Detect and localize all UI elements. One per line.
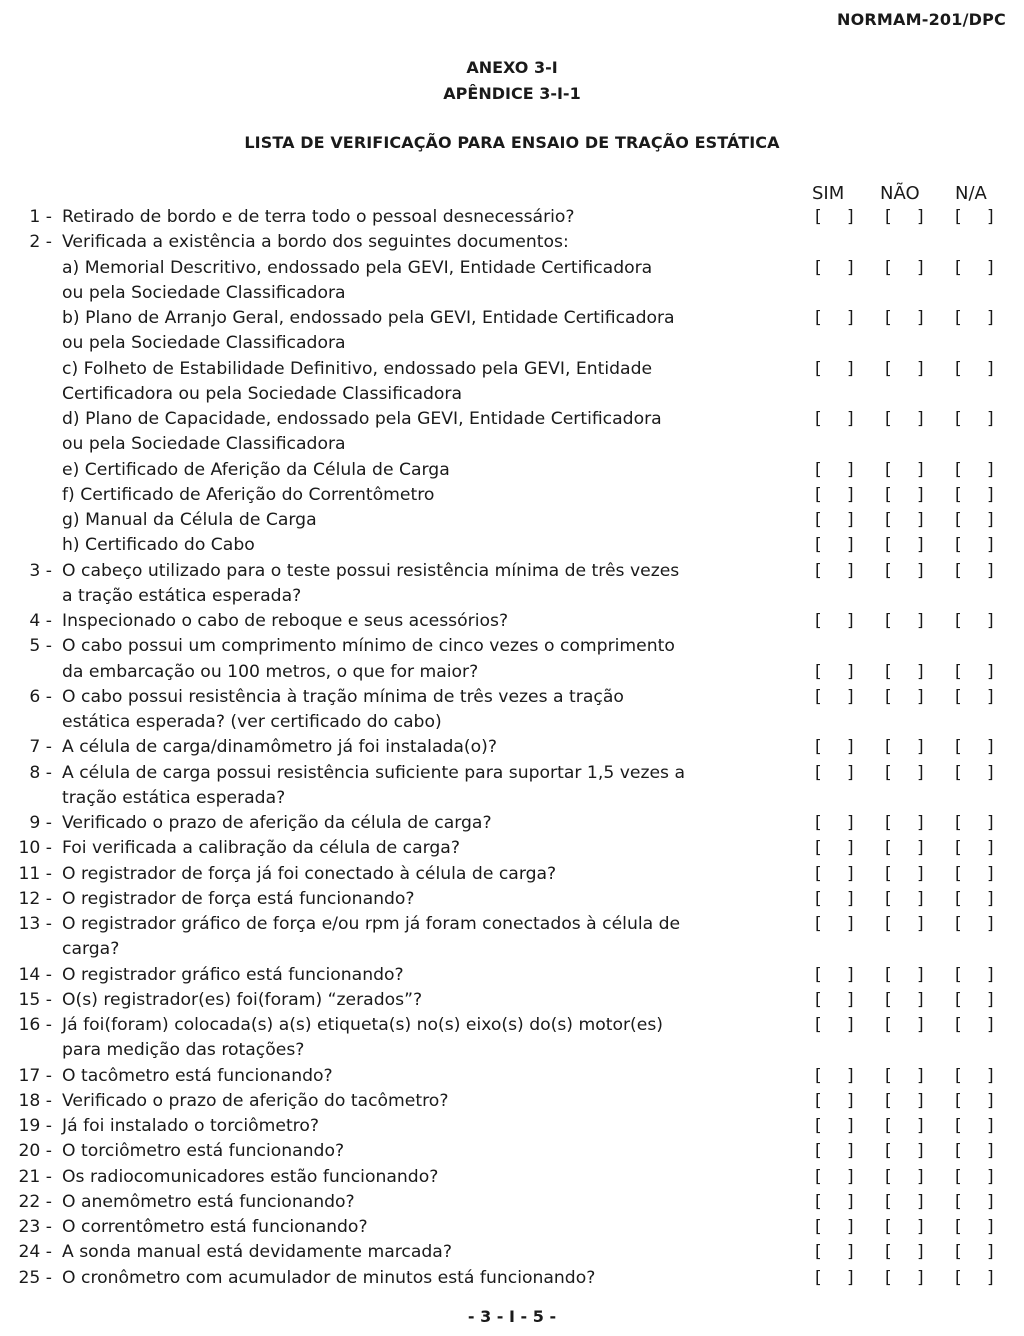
checklist-row <box>0 432 1024 457</box>
checkbox-na[interactable]: [ ] <box>955 1217 1004 1237</box>
checkbox-na[interactable]: [ ] <box>955 964 1004 985</box>
checkbox-na[interactable]: [ ] <box>955 1116 1004 1136</box>
checkbox-sim[interactable]: [ ] <box>815 358 864 379</box>
checkbox-nao[interactable]: [ ] <box>885 686 934 707</box>
checklist-row <box>0 988 1024 1013</box>
annex-title: ANEXO 3-I <box>466 58 558 77</box>
checklist-row <box>0 1139 1024 1164</box>
page-number: - 3 - I - 5 - <box>467 1307 557 1326</box>
checklist-row <box>0 609 1024 634</box>
checklist-row <box>0 458 1024 483</box>
item-text: ou pela Sociedade Classificadora <box>62 434 346 455</box>
checkbox-na[interactable]: [ ] <box>955 989 1004 1010</box>
checkbox-na[interactable]: [ ] <box>955 484 1004 505</box>
checkbox-nao[interactable]: [ ] <box>885 1116 934 1136</box>
checklist-row <box>0 331 1024 356</box>
checkbox-nao[interactable]: [ ] <box>885 1217 934 1237</box>
item-number: 16 - <box>18 1015 52 1035</box>
checklist-row <box>0 281 1024 306</box>
item-number: 25 - <box>18 1267 52 1288</box>
checklist-row <box>0 508 1024 533</box>
checkbox-sim[interactable]: [ ] <box>815 813 864 833</box>
item-text: Inspecionado o cabo de reboque e seus acessórios? <box>62 611 509 631</box>
checkbox-na[interactable]: [ ] <box>955 560 1004 581</box>
item-number: 4 - <box>29 611 52 631</box>
checklist-row <box>0 862 1024 887</box>
checklist-row <box>0 1064 1024 1089</box>
checklist-row <box>0 407 1024 432</box>
item-text: Já foi(foram) colocada(s) a(s) etiqueta(s) no(s) eixo(s) do(s) motor(es) <box>62 1015 663 1035</box>
item-number: 23 - <box>18 1217 52 1237</box>
checkbox-nao[interactable]: [ ] <box>885 964 934 985</box>
item-text: A célula de carga possui resistência suficiente para suportar 1,5 vezes a <box>62 762 686 783</box>
checkbox-na[interactable]: [ ] <box>955 611 1004 631</box>
checklist-row <box>0 533 1024 558</box>
checkbox-nao[interactable]: [ ] <box>885 409 934 429</box>
checklist-row <box>0 1089 1024 1114</box>
item-text: O(s) registrador(es) foi(foram) “zerados”? <box>62 989 423 1010</box>
checkbox-sim[interactable]: [ ] <box>815 257 864 278</box>
item-text: a) Memorial Descritivo, endossado pela GEVI, Entidade Certificadora <box>62 257 653 278</box>
checkbox-na[interactable]: [ ] <box>955 737 1004 758</box>
checklist-row <box>0 761 1024 786</box>
item-number: 20 - <box>18 1141 52 1162</box>
checklist-row <box>0 1013 1024 1038</box>
checkbox-na[interactable]: [ ] <box>955 1141 1004 1162</box>
item-text: O cabo possui resistência à tração mínima de três vezes a tração <box>62 686 624 707</box>
checkbox-nao[interactable]: [ ] <box>885 308 934 328</box>
checkbox-na[interactable]: [ ] <box>955 1191 1004 1212</box>
item-number: 24 - <box>18 1242 52 1263</box>
checkbox-nao[interactable]: [ ] <box>885 989 934 1010</box>
item-text: Verificado o prazo de aferição do tacômetro? <box>62 1090 449 1111</box>
checklist-row <box>0 634 1024 659</box>
checkbox-nao[interactable]: [ ] <box>885 510 934 530</box>
item-text: g) Manual da Célula de Carga <box>62 510 317 530</box>
checklist-row <box>0 710 1024 735</box>
checklist-row <box>0 1190 1024 1215</box>
checkbox-na[interactable]: [ ] <box>955 308 1004 328</box>
checkbox-nao[interactable]: [ ] <box>885 838 934 859</box>
checkbox-na[interactable]: [ ] <box>955 409 1004 429</box>
item-text: O registrador gráfico está funcionando? <box>62 964 404 985</box>
checkbox-sim[interactable]: [ ] <box>815 409 864 429</box>
checkbox-sim[interactable]: [ ] <box>815 611 864 631</box>
checkbox-na[interactable]: [ ] <box>955 1267 1004 1288</box>
checklist-row <box>0 811 1024 836</box>
item-text: para medição das rotações? <box>62 1040 305 1061</box>
checkbox-nao[interactable]: [ ] <box>885 535 934 556</box>
checklist-row <box>0 483 1024 508</box>
checkbox-sim[interactable]: [ ] <box>815 1141 864 1162</box>
checkbox-nao[interactable]: [ ] <box>885 914 934 934</box>
checkbox-sim[interactable]: [ ] <box>815 989 864 1010</box>
checkbox-nao[interactable]: [ ] <box>885 863 934 884</box>
checklist-row <box>0 887 1024 912</box>
checkbox-sim[interactable]: [ ] <box>815 535 864 556</box>
item-number: 21 - <box>18 1166 52 1187</box>
checklist-row <box>0 1165 1024 1190</box>
item-text: O cabo possui um comprimento mínimo de cinco vezes o comprimento <box>62 636 675 657</box>
item-text: O correntômetro está funcionando? <box>62 1217 368 1237</box>
checkbox-sim[interactable]: [ ] <box>815 888 864 909</box>
checkbox-na[interactable]: [ ] <box>955 535 1004 556</box>
item-number: 9 - <box>29 813 52 833</box>
column-header-na: N/A <box>955 183 987 204</box>
checkbox-nao[interactable]: [ ] <box>885 888 934 909</box>
checkbox-sim[interactable]: [ ] <box>815 661 864 682</box>
checklist-row <box>0 306 1024 331</box>
checkbox-na[interactable]: [ ] <box>955 1166 1004 1187</box>
item-text: Foi verificada a calibração da célula de carga? <box>62 838 460 859</box>
checkbox-nao[interactable]: [ ] <box>885 661 934 682</box>
checkbox-na[interactable]: [ ] <box>955 207 1004 227</box>
checklist-row <box>0 382 1024 407</box>
checkbox-sim[interactable]: [ ] <box>815 737 864 758</box>
checkbox-na[interactable]: [ ] <box>955 914 1004 934</box>
item-text: b) Plano de Arranjo Geral, endossado pela GEVI, Entidade Certificadora <box>62 308 675 328</box>
checkbox-sim[interactable]: [ ] <box>815 510 864 530</box>
item-text: Verificada a existência a bordo dos seguintes documentos: <box>62 232 569 253</box>
checkbox-sim[interactable]: [ ] <box>815 762 864 783</box>
item-text: Verificado o prazo de aferição da célula de carga? <box>62 813 492 833</box>
checkbox-nao[interactable]: [ ] <box>885 762 934 783</box>
checkbox-na[interactable]: [ ] <box>955 459 1004 480</box>
checkbox-sim[interactable]: [ ] <box>815 1015 864 1035</box>
checkbox-sim[interactable]: [ ] <box>815 1191 864 1212</box>
item-text: O registrador de força está funcionando? <box>62 888 415 909</box>
checkbox-nao[interactable]: [ ] <box>885 484 934 505</box>
checkbox-nao[interactable]: [ ] <box>885 1141 934 1162</box>
column-header-nao: NÃO <box>880 183 920 204</box>
checklist-row <box>0 735 1024 760</box>
checkbox-nao[interactable]: [ ] <box>885 257 934 278</box>
checkbox-sim[interactable]: [ ] <box>815 1267 864 1288</box>
item-text: carga? <box>62 939 120 960</box>
checklist-row <box>0 1114 1024 1139</box>
item-text: A sonda manual está devidamente marcada? <box>62 1242 452 1263</box>
item-text: O anemômetro está funcionando? <box>62 1191 355 1212</box>
item-text: ou pela Sociedade Classificadora <box>62 282 346 303</box>
checklist-row <box>0 1038 1024 1063</box>
checklist-row <box>0 256 1024 281</box>
checklist-row <box>0 559 1024 584</box>
item-number: 11 - <box>18 863 52 884</box>
item-text: A célula de carga/dinamômetro já foi instalada(o)? <box>62 737 497 758</box>
item-text: O cabeço utilizado para o teste possui resistência mínima de três vezes <box>62 560 680 581</box>
checklist-row <box>0 912 1024 937</box>
appendix-title: APÊNDICE 3-I-1 <box>443 84 581 103</box>
item-number: 19 - <box>18 1116 52 1136</box>
checkbox-sim[interactable]: [ ] <box>815 863 864 884</box>
checkbox-sim[interactable]: [ ] <box>815 1166 864 1187</box>
item-number: 15 - <box>18 989 52 1010</box>
item-number: 5 - <box>29 636 52 657</box>
checklist-row <box>0 660 1024 685</box>
item-text: O registrador de força já foi conectado à célula de carga? <box>62 863 557 884</box>
item-number: 14 - <box>18 964 52 985</box>
checkbox-sim[interactable]: [ ] <box>815 1065 864 1086</box>
checkbox-na[interactable]: [ ] <box>955 762 1004 783</box>
checklist-row <box>0 685 1024 710</box>
checkbox-sim[interactable]: [ ] <box>815 207 864 227</box>
checklist-row <box>0 1266 1024 1291</box>
checkbox-na[interactable]: [ ] <box>955 1090 1004 1111</box>
item-number: 1 - <box>29 207 52 227</box>
page-title: LISTA DE VERIFICAÇÃO PARA ENSAIO DE TRAÇÃO ESTÁTICA <box>244 133 780 152</box>
item-text: Já foi instalado o torciômetro? <box>62 1116 320 1136</box>
checkbox-nao[interactable]: [ ] <box>885 1191 934 1212</box>
checkbox-na[interactable]: [ ] <box>955 510 1004 530</box>
checkbox-nao[interactable]: [ ] <box>885 459 934 480</box>
item-number: 10 - <box>18 838 52 859</box>
item-text: Os radiocomunicadores estão funcionando? <box>62 1166 439 1187</box>
item-text: c) Folheto de Estabilidade Definitivo, endossado pela GEVI, Entidade <box>62 358 653 379</box>
checkbox-sim[interactable]: [ ] <box>815 1090 864 1111</box>
checklist-row <box>0 1240 1024 1265</box>
item-number: 7 - <box>29 737 52 758</box>
checkbox-sim[interactable]: [ ] <box>815 1217 864 1237</box>
item-text: O cronômetro com acumulador de minutos está funcionando? <box>62 1267 596 1288</box>
checklist-row <box>0 1215 1024 1240</box>
item-text: a tração estática esperada? <box>62 585 302 606</box>
checkbox-na[interactable]: [ ] <box>955 257 1004 278</box>
checkbox-sim[interactable]: [ ] <box>815 914 864 934</box>
checkbox-nao[interactable]: [ ] <box>885 1166 934 1187</box>
item-text: d) Plano de Capacidade, endossado pela GEVI, Entidade Certificadora <box>62 409 662 429</box>
checkbox-nao[interactable]: [ ] <box>885 1015 934 1035</box>
checkbox-na[interactable]: [ ] <box>955 1242 1004 1263</box>
item-text: tração estática esperada? <box>62 787 286 808</box>
item-text: estática esperada? (ver certificado do cabo) <box>62 712 442 732</box>
checkbox-na[interactable]: [ ] <box>955 661 1004 682</box>
checkbox-nao[interactable]: [ ] <box>885 1267 934 1288</box>
checkbox-sim[interactable]: [ ] <box>815 1242 864 1263</box>
checkbox-sim[interactable]: [ ] <box>815 838 864 859</box>
item-number: 17 - <box>18 1065 52 1086</box>
item-number: 13 - <box>18 914 52 934</box>
checkbox-na[interactable]: [ ] <box>955 686 1004 707</box>
checkbox-na[interactable]: [ ] <box>955 888 1004 909</box>
item-text: ou pela Sociedade Classificadora <box>62 333 346 354</box>
checklist-row <box>0 963 1024 988</box>
checkbox-na[interactable]: [ ] <box>955 358 1004 379</box>
item-number: 6 - <box>29 686 52 707</box>
checklist-row <box>0 230 1024 255</box>
document-reference: NORMAM-201/DPC <box>837 10 1006 29</box>
checklist-row <box>0 205 1024 230</box>
checkbox-nao[interactable]: [ ] <box>885 1242 934 1263</box>
checkbox-nao[interactable]: [ ] <box>885 813 934 833</box>
checkbox-nao[interactable]: [ ] <box>885 611 934 631</box>
item-number: 8 - <box>29 762 52 783</box>
checkbox-nao[interactable]: [ ] <box>885 207 934 227</box>
column-header-sim: SIM <box>812 183 845 204</box>
item-number: 3 - <box>29 560 52 581</box>
checkbox-na[interactable]: [ ] <box>955 1065 1004 1086</box>
item-number: 12 - <box>18 888 52 909</box>
checklist-row <box>0 584 1024 609</box>
checkbox-na[interactable]: [ ] <box>955 838 1004 859</box>
checkbox-sim[interactable]: [ ] <box>815 459 864 480</box>
item-text: O tacômetro está funcionando? <box>62 1065 333 1086</box>
item-number: 22 - <box>18 1191 52 1212</box>
checkbox-nao[interactable]: [ ] <box>885 358 934 379</box>
item-text: O registrador gráfico de força e/ou rpm já foram conectados à célula de <box>62 914 681 934</box>
checkbox-nao[interactable]: [ ] <box>885 737 934 758</box>
checkbox-na[interactable]: [ ] <box>955 1015 1004 1035</box>
item-text: h) Certificado do Cabo <box>62 535 255 556</box>
checkbox-nao[interactable]: [ ] <box>885 1065 934 1086</box>
checklist-row <box>0 937 1024 962</box>
item-text: e) Certificado de Aferição da Célula de Carga <box>62 459 450 480</box>
checklist-row <box>0 786 1024 811</box>
checkbox-sim[interactable]: [ ] <box>815 964 864 985</box>
checkbox-na[interactable]: [ ] <box>955 813 1004 833</box>
checkbox-nao[interactable]: [ ] <box>885 1090 934 1111</box>
checkbox-sim[interactable]: [ ] <box>815 1116 864 1136</box>
checklist <box>0 205 1024 1291</box>
checkbox-sim[interactable]: [ ] <box>815 308 864 328</box>
checkbox-sim[interactable]: [ ] <box>815 560 864 581</box>
item-text: Certificadora ou pela Sociedade Classificadora <box>62 383 463 404</box>
item-text: da embarcação ou 100 metros, o que for maior? <box>62 661 479 682</box>
checkbox-nao[interactable]: [ ] <box>885 560 934 581</box>
checklist-row <box>0 357 1024 382</box>
checkbox-sim[interactable]: [ ] <box>815 484 864 505</box>
checkbox-sim[interactable]: [ ] <box>815 686 864 707</box>
checkbox-na[interactable]: [ ] <box>955 863 1004 884</box>
item-text: Retirado de bordo e de terra todo o pessoal desnecessário? <box>62 207 575 227</box>
checklist-row <box>0 836 1024 861</box>
item-text: O torciômetro está funcionando? <box>62 1141 345 1162</box>
item-text: f) Certificado de Aferição do Correntômetro <box>62 484 435 505</box>
item-number: 2 - <box>29 232 52 253</box>
item-number: 18 - <box>18 1090 52 1111</box>
